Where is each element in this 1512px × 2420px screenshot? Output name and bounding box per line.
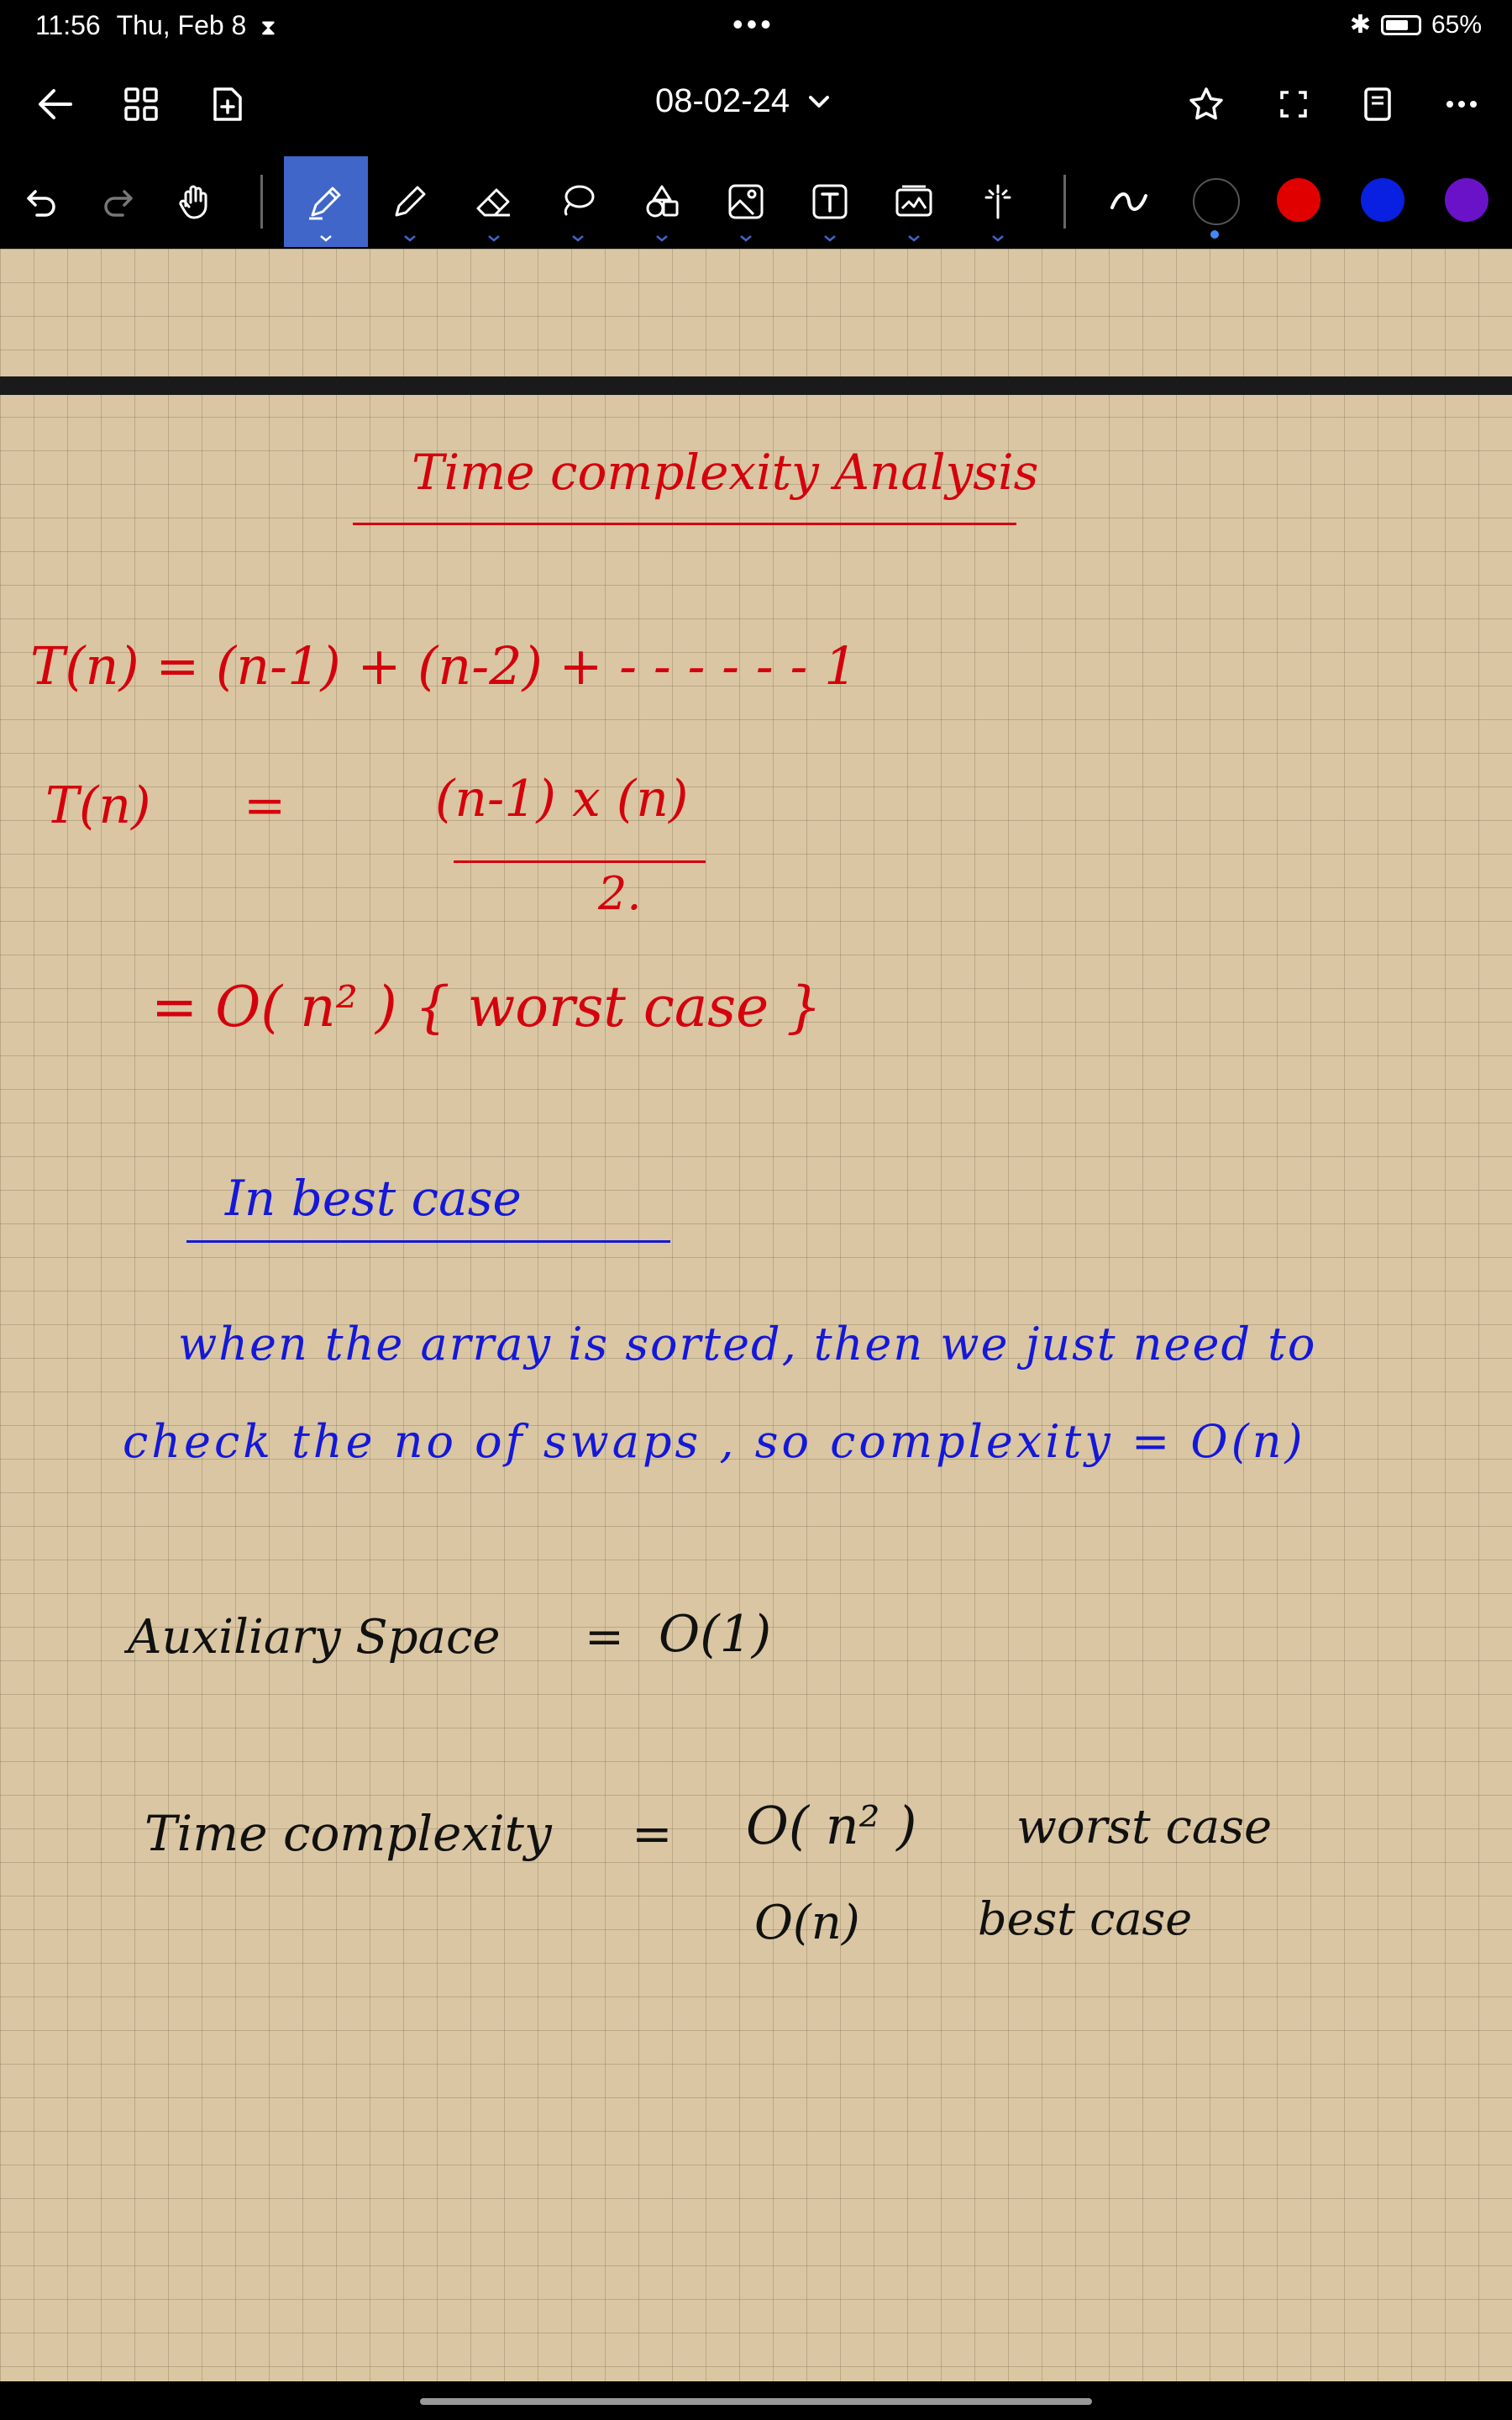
aux-space-label: Auxiliary Space — [128, 1610, 501, 1665]
sticker-tool[interactable] — [872, 156, 956, 247]
back-arrow-icon — [37, 86, 74, 123]
more-options-button[interactable] — [1436, 79, 1487, 129]
laser-pointer-icon — [981, 182, 1015, 221]
status-bar — [0, 0, 1512, 54]
pen-tool[interactable] — [284, 156, 368, 247]
toolbar-separator — [1063, 175, 1066, 229]
best-case-label: best case — [978, 1892, 1193, 1945]
clock: 11:56 — [35, 10, 101, 40]
color-swatch-blue[interactable] — [1361, 178, 1404, 222]
sticker-icon — [894, 183, 934, 220]
gesture-bar — [0, 2381, 1512, 2420]
chevron-down-icon — [403, 235, 417, 242]
best-case-underline — [186, 1240, 670, 1243]
chevron-down-icon — [823, 235, 837, 242]
lasso-hand-button[interactable] — [156, 156, 240, 247]
image-tool[interactable] — [704, 156, 788, 247]
fullscreen-button[interactable] — [1268, 79, 1319, 129]
undo-icon — [24, 183, 60, 220]
laser-pointer-tool[interactable] — [956, 156, 1040, 247]
best-case-text-2: check the no of swaps , so complexity = O(n) — [123, 1415, 1306, 1468]
color-swatch-black[interactable] — [1193, 178, 1240, 225]
pen-icon — [306, 182, 346, 222]
bluetooth-icon: ✱ — [1349, 11, 1371, 39]
favorite-button[interactable] — [1181, 79, 1231, 129]
multitask-dots[interactable]: ••• — [732, 7, 774, 41]
grid-icon — [123, 86, 160, 123]
chevron-down-icon — [806, 89, 832, 114]
drawing-toolbar — [0, 156, 1512, 247]
toolbar-separator — [260, 175, 263, 229]
chevron-down-icon — [487, 235, 501, 242]
hourglass-icon: ⧗ — [260, 14, 276, 39]
time-complexity-label: Time complexity — [144, 1805, 552, 1862]
fraction-bar — [454, 860, 706, 863]
add-page-button[interactable] — [202, 79, 252, 129]
best-case-value: O(n) — [754, 1896, 860, 1950]
notebook-icon — [1361, 86, 1394, 123]
status-right — [1350, 10, 1482, 39]
color-swatch-red[interactable] — [1277, 178, 1320, 222]
add-page-icon — [208, 86, 245, 123]
eraser-icon — [473, 182, 515, 222]
pencil-icon — [390, 182, 430, 222]
page-divider — [0, 376, 1512, 395]
title-bar — [0, 54, 1512, 155]
redo-button[interactable] — [76, 156, 160, 247]
shapes-tool[interactable] — [620, 156, 704, 247]
aux-space-equals: = — [585, 1610, 624, 1665]
eraser-tool[interactable] — [452, 156, 536, 247]
best-case-heading: In best case — [225, 1170, 522, 1227]
status-time — [35, 10, 276, 41]
lasso-icon — [558, 182, 598, 222]
read-mode-button[interactable] — [1352, 79, 1403, 129]
date: Thu, Feb 8 — [116, 10, 247, 40]
heading-underline — [353, 523, 1016, 525]
document-title-text: 08-02-24 — [655, 82, 790, 119]
lasso-tool[interactable] — [536, 156, 620, 247]
chevron-down-icon — [739, 235, 753, 242]
chevron-down-icon — [991, 235, 1005, 242]
home-indicator[interactable] — [420, 2398, 1092, 2405]
color-swatch-purple[interactable] — [1445, 178, 1488, 222]
equation-line-2-equals: = — [244, 776, 286, 835]
text-icon — [811, 182, 849, 221]
more-icon — [1445, 99, 1478, 109]
equation-numerator: (n-1) x (n) — [435, 770, 689, 829]
chevron-down-icon — [571, 235, 585, 242]
selected-color-indicator — [1210, 230, 1219, 239]
worst-case-label: worst case — [1016, 1800, 1273, 1854]
worst-case-value: O( n² ) — [746, 1795, 917, 1856]
chevron-down-icon — [655, 235, 669, 242]
time-complexity-equals: = — [632, 1805, 673, 1862]
stroke-style-button[interactable] — [1087, 156, 1171, 247]
battery-icon — [1381, 15, 1421, 35]
shapes-icon — [642, 182, 682, 222]
equation-denominator: 2. — [598, 867, 642, 920]
note-canvas[interactable] — [0, 249, 1512, 2381]
image-icon — [727, 182, 765, 221]
stroke-wave-icon — [1109, 189, 1149, 214]
pencil-tool[interactable] — [368, 156, 452, 247]
chevron-down-icon — [907, 235, 921, 242]
best-case-text-1: when the array is sorted, then we just need to — [178, 1318, 1317, 1370]
back-button[interactable] — [30, 79, 81, 129]
fullscreen-icon — [1277, 87, 1310, 121]
star-icon — [1188, 86, 1225, 123]
redo-icon — [99, 183, 136, 220]
chevron-down-icon — [319, 235, 333, 242]
document-title[interactable] — [655, 82, 832, 120]
equation-line-1: T(n) = (n-1) + (n-2) + - - - - - - 1 — [30, 635, 858, 697]
heading-title: Time complexity Analysis — [412, 444, 1039, 501]
undo-button[interactable] — [0, 156, 84, 247]
text-tool[interactable] — [788, 156, 872, 247]
equation-line-2-lhs: T(n) — [45, 776, 151, 835]
grid-view-button[interactable] — [116, 79, 166, 129]
lasso-hand-icon — [177, 181, 219, 223]
aux-space-value: O(1) — [659, 1605, 772, 1664]
equation-line-3: = O( n² ) { worst case } — [151, 975, 822, 1039]
battery-level: 65% — [1431, 10, 1482, 39]
